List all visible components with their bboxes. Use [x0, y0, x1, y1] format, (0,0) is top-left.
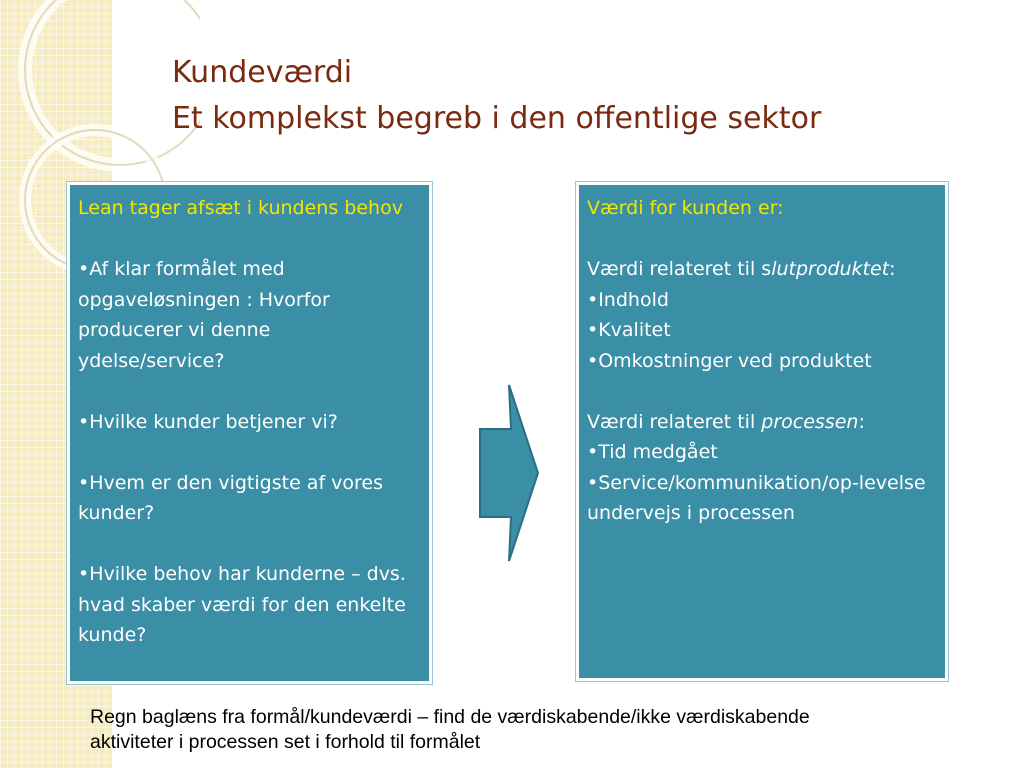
group-1-prefix: Værdi relateret til s: [587, 258, 772, 280]
left-box-item: •Hvilke kunder betjener vi?: [78, 410, 338, 433]
right-arrow-icon: [478, 383, 542, 563]
right-text-box: [576, 182, 948, 681]
left-box-item: •Hvilke behov har kunderne – dvs. hvad skaber værdi for den enkelte kunde?: [78, 563, 406, 646]
group-2-suffix: :: [858, 410, 865, 433]
right-box-item: •Kvalitet: [587, 319, 671, 341]
footer-line-2: aktiviteter i processen set i forhold til formålet: [90, 731, 481, 753]
right-box-item: •Tid medgået: [587, 441, 718, 463]
footer-note: [90, 705, 1024, 755]
right-box-heading: Værdi for kunden er:: [587, 197, 784, 219]
slide-title: [172, 50, 821, 142]
right-box-group-2-heading: [587, 407, 937, 438]
footer-line-1: Regn baglæns fra formål/kundeværdi – find de værdiskabende/ikke værdiskabende: [90, 706, 810, 728]
title-line-2: Et komplekst begreb i den offentlige sektor: [172, 101, 822, 136]
group-1-suffix: :: [889, 258, 896, 280]
right-box-item: •Omkostninger ved produktet: [587, 349, 872, 372]
group-2-italic: processen: [761, 410, 859, 433]
right-box-group-1-heading: [587, 254, 937, 285]
left-box-item: •Hvem er den vigtigste af vores kunder?: [78, 471, 384, 524]
right-box-item: •Indhold: [587, 288, 669, 311]
left-box-heading: Lean tager afsæt i kundens behov: [78, 197, 403, 219]
title-line-1: Kundeværdi: [172, 55, 353, 90]
right-box-item: •Service/kommunikation/op-levelse undervejs i processen: [587, 471, 926, 524]
group-2-prefix: Værdi relateret til: [587, 410, 762, 433]
left-box-item: •Af klar formålet med opgaveløsningen : Hvorfor producerer vi denne ydelse/service?: [78, 258, 330, 372]
left-text-box: [67, 182, 432, 684]
group-1-italic: lutproduktet: [771, 258, 890, 280]
